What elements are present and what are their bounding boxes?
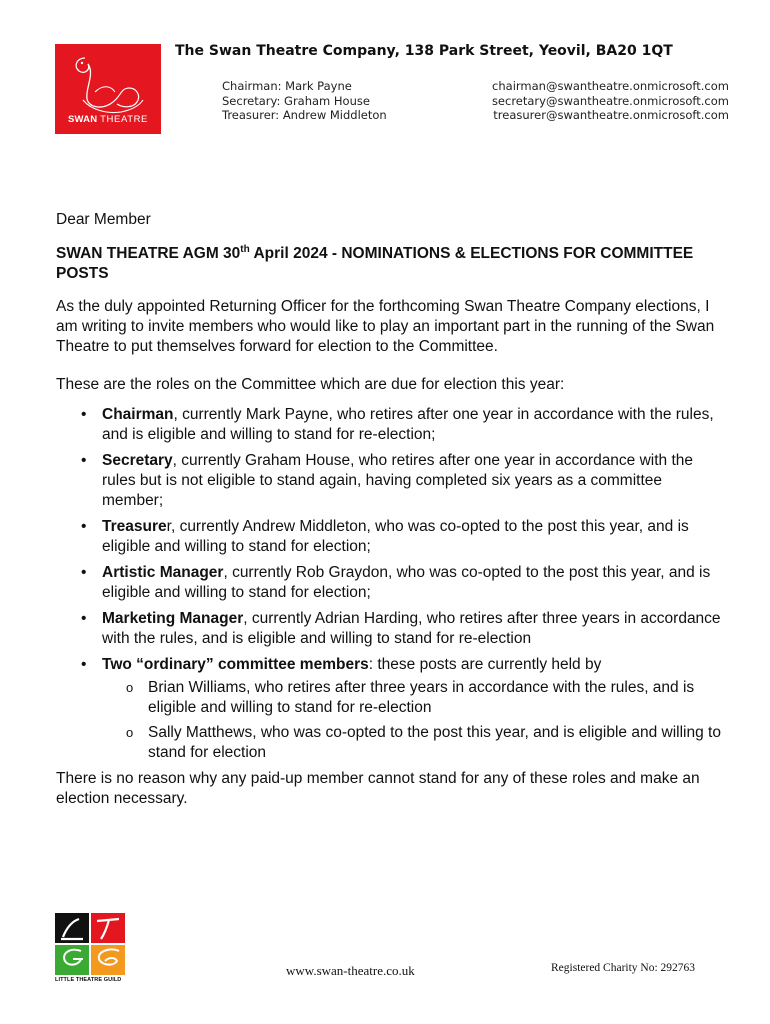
swan-theatre-logo: [55, 44, 161, 134]
website-link[interactable]: www.swan-theatre.co.uk: [286, 963, 415, 978]
intro-paragraph: As the duly appointed Returning Officer for the forthcoming Swan Theatre Company elections, I am writing to invite members who would like to play an important part in the running of the Swan Theatre to put themselves forward for election to the Committee.: [56, 298, 715, 355]
ltg-logo-text: LITTLE THEATRE GUILD: [55, 977, 122, 983]
roles-list: [56, 405, 726, 763]
role-title: Artistic Manager: [102, 564, 224, 581]
chairman-name: Chairman: Mark Payne: [222, 79, 352, 93]
logo-wordmark: SWAN THEATRE: [68, 114, 148, 125]
greeting: Dear Member: [56, 211, 151, 228]
officer-emails: [455, 79, 729, 123]
role-text: , currently Mark Payne, who retires after one year in accordance with the rules, and is eligible and willing to stand for re-election;: [102, 406, 714, 443]
role-title: Secretary: [102, 452, 173, 469]
letter-body: [56, 210, 726, 809]
role-text: , currently Rob Graydon, who was co-opted to the post this year, and is eligible and willing to stand for election;: [102, 564, 711, 601]
role-chairman: [102, 405, 726, 445]
role-treasurer: [102, 517, 726, 557]
role-text: , currently Andrew Middleton, who was co-opted to the post this year, and is eligible and willing to stand for election;: [102, 518, 689, 555]
heading-post: April 2024 - NOMINATIONS & ELECTIONS FOR COMMITTEE POSTS: [56, 245, 694, 282]
charity-number: Registered Charity No: 292763: [551, 962, 696, 974]
role-ordinary-members: [102, 655, 726, 763]
little-theatre-guild-logo: [55, 913, 131, 983]
role-artistic-manager: [102, 563, 726, 603]
role-title: Treasure: [102, 518, 167, 535]
role-title: Two “ordinary” committee members: [102, 656, 369, 673]
roles-intro: These are the roles on the Committee which are due for election this year:: [56, 376, 565, 393]
role-title: Marketing Manager: [102, 610, 244, 627]
ordinary-member-item: o Brian Williams, who retires after three years in accordance with the rules, and is eligible and willing to stand for re-election: [148, 678, 726, 718]
company-address: The Swan Theatre Company, 138 Park Street, Yeovil, BA20 1QT: [175, 43, 673, 59]
officer-names: [222, 79, 387, 123]
ordinary-member-item: o Sally Matthews, who was co-opted to the post this year, and is eligible and willing to stand for election: [148, 723, 726, 763]
chairman-email: chairman@swantheatre.onmicrosoft.com: [492, 79, 729, 93]
role-title: Chairman: [102, 406, 174, 423]
treasurer-name: Treasurer: Andrew Middleton: [222, 108, 387, 122]
role-marketing-manager: [102, 609, 726, 649]
role-text: : these posts are currently held by: [368, 656, 602, 673]
secretary-name: Secretary: Graham House: [222, 93, 370, 108]
role-text: , currently Adrian Harding, who retires after three years in accordance with the rules, and is eligible and willing to stand for re-election: [102, 610, 721, 647]
ltg-icon: [55, 913, 131, 977]
heading-pre: SWAN THEATRE AGM 30: [56, 245, 241, 262]
closing-paragraph: There is no reason why any paid-up member cannot stand for any of these roles and make an election necessary.: [56, 770, 700, 807]
role-title-tail: r: [166, 518, 171, 535]
treasurer-email: treasurer@swantheatre.onmicrosoft.com: [493, 108, 729, 122]
role-secretary: [102, 451, 726, 511]
letter-heading: [56, 244, 726, 284]
ordinary-members-list: [102, 678, 726, 763]
secretary-email: secretary@swantheatre.onmicrosoft.com: [491, 93, 729, 108]
heading-sup: th: [240, 244, 250, 255]
role-text: , currently Graham House, who retires after one year in accordance with the rules but is not eligible to stand again, having completed six years as a committee member;: [102, 452, 694, 509]
